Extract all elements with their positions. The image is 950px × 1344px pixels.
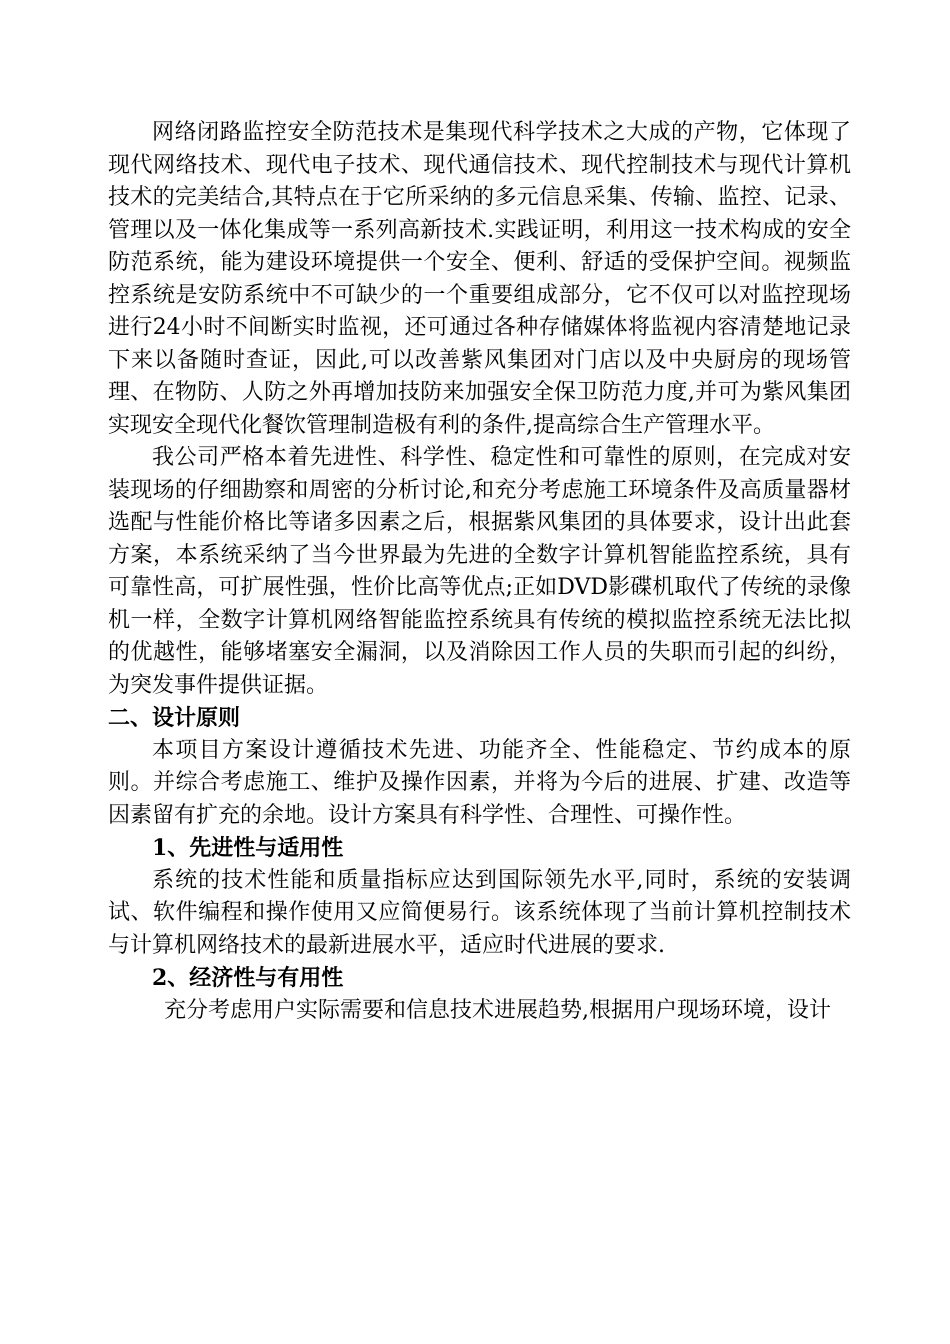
section-heading-design-principles: 二、设计原则 (108, 705, 241, 731)
intro-paragraph: 网络闭路监控安全防范技术是集现代科学技术之大成的产物，它体现了现代网络技术、现代电子技术、现代通信技术、现代控制技术与现代计算机技术的完美结合,其特点在于它所采纳的多元信息采集、传输、监控、记录、管理以及一体化集成等一系列高新技术.实践证明，利用这一技术构成的安全防范系统，能为建设环境提供一个安全、便利、舒适的受保护空间。视频监控系统是安防系统中不可缺少的一个重要组成部分，它不仅可以对监控现场进行24小时不间断实时监视，还可通过各种存储媒体将监视内容清楚地记录下来以备随时查证，因此,可以改善紫风集团对门店以及中央厨房的现场管理、在物防、人防之外再增加技防来加强安全保卫防范力度,并可为紫风集团实现安全现代化餐饮管理制造极有利的条件,提高综合生产管理水平。 (108, 120, 851, 438)
company-paragraph: 我公司严格本着先进性、科学性、稳定性和可靠性的原则，在完成对安装现场的仔细勘察和周密的分析讨论,和充分考虑施工环境条件及高质量器材选配与性能价格比等诸多因素之后，根据紫风集团的具体要求，设计出此套方案，本系统采纳了当今世界最为先进的全数字计算机智能监控系统，具有可靠性高，可扩展性强，性价比高等优点;正如DVD影碟机取代了传统的录像机一样，全数字计算机网络智能监控系统具有传统的模拟监控系统无法比拟的优越性，能够堵塞安全漏洞，以及消除因工作人员的失职而引起的纠纷，为突发事件提供证据。 (108, 445, 851, 698)
subsection-heading-advanced-applicable: 1、先进性与适用性 (152, 835, 344, 861)
advanced-applicable-paragraph: 系统的技术性能和质量指标应达到国际领先水平,同时，系统的安装调试、软件编程和操作使用又应简便易行。该系统体现了当前计算机控制技术与计算机网络技术的最新进展水平，适应时代进展的要求. (108, 867, 851, 958)
document-body (108, 117, 851, 1027)
design-principles-paragraph: 本项目方案设计遵循技术先进、功能齐全、性能稳定、节约成本的原则。并综合考虑施工、维护及操作因素，并将为今后的进展、扩建、改造等因素留有扩充的余地。设计方案具有科学性、合理性、可操作性。 (108, 737, 851, 828)
economic-useful-paragraph: 充分考虑用户实际需要和信息技术进展趋势,根据用户现场环境，设计 (164, 997, 831, 1023)
subsection-heading-economic-useful: 2、经济性与有用性 (152, 965, 344, 991)
